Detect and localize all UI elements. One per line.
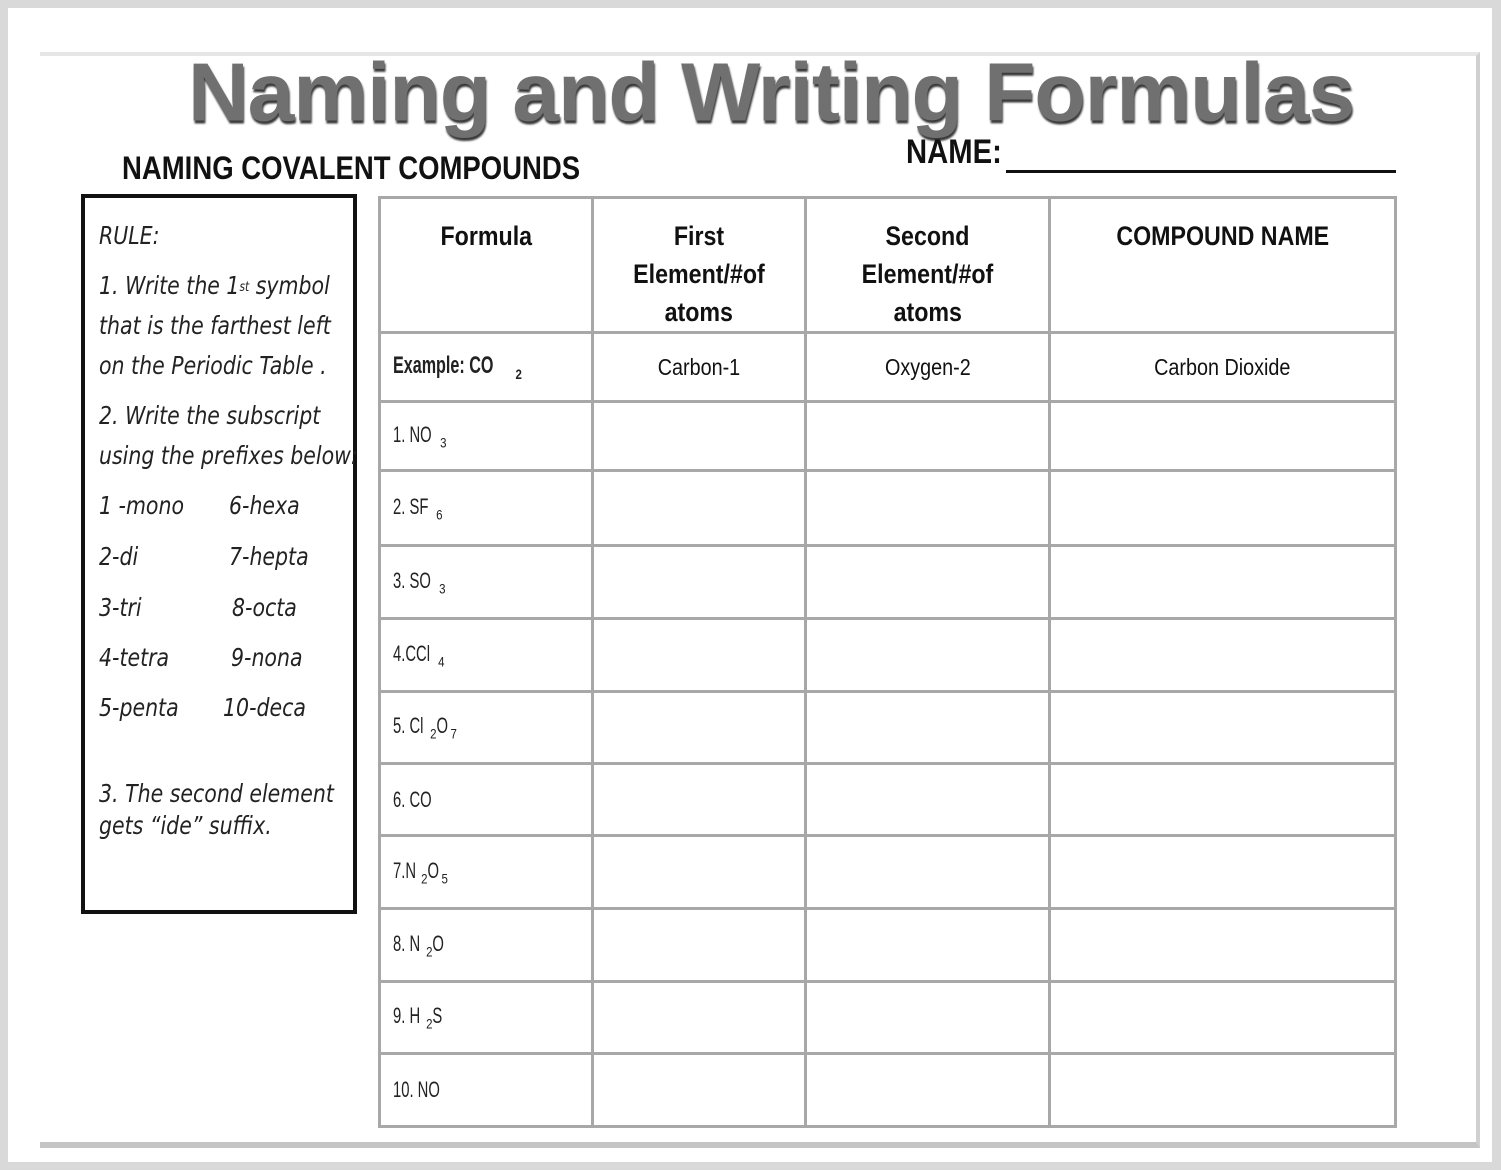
prefix-right: 9-nona bbox=[231, 643, 303, 672]
header-formula: Formula bbox=[380, 198, 593, 333]
rule-1-line-2: that is the farthest left bbox=[99, 311, 331, 340]
rules-box bbox=[81, 194, 357, 914]
formula-cell: 3. SO $_3$ bbox=[380, 546, 593, 619]
table-header-row bbox=[380, 198, 1396, 333]
header-compound-name: COMPOUND NAME bbox=[1050, 198, 1396, 333]
table-row bbox=[380, 1054, 1396, 1127]
compound-name-answer[interactable] bbox=[1050, 1054, 1396, 1127]
prefix-right: 8-octa bbox=[232, 593, 297, 622]
formula-cell: 6. CO bbox=[380, 764, 593, 836]
compound-name-answer[interactable] bbox=[1050, 909, 1396, 982]
table-row bbox=[380, 982, 1396, 1054]
formula-cell: 7.N $_2$O $_5$ bbox=[380, 836, 593, 909]
table-row bbox=[380, 836, 1396, 909]
second-element-answer[interactable] bbox=[806, 1054, 1050, 1127]
compound-name-answer[interactable] bbox=[1050, 402, 1396, 471]
first-element-answer[interactable] bbox=[593, 764, 806, 836]
second-element-answer[interactable] bbox=[806, 692, 1050, 764]
header-second-element: Second Element/#of atoms bbox=[806, 198, 1050, 333]
compound-name-answer[interactable] bbox=[1050, 471, 1396, 546]
prefix-left: 5-penta bbox=[99, 693, 179, 722]
prefix-left: 2-di bbox=[99, 542, 139, 571]
table-row bbox=[380, 764, 1396, 836]
formula-cell: 5. Cl $_2$O $_7$ bbox=[380, 692, 593, 764]
rule-1-line-3: on the Periodic Table . bbox=[99, 351, 327, 380]
formula-cell: 1. NO $_3$ bbox=[380, 402, 593, 471]
second-element-answer[interactable] bbox=[806, 619, 1050, 692]
second-element-answer[interactable] bbox=[806, 982, 1050, 1054]
rule-heading: RULE: bbox=[99, 221, 160, 250]
compound-name-answer[interactable] bbox=[1050, 836, 1396, 909]
table-row bbox=[380, 692, 1396, 764]
compound-name-answer[interactable] bbox=[1050, 619, 1396, 692]
header-first-element: First Element/#of atoms bbox=[593, 198, 806, 333]
example-row bbox=[380, 333, 1396, 402]
example-second-element: Oxygen-2 bbox=[806, 333, 1050, 402]
formulas-table bbox=[378, 196, 1397, 1128]
formula-cell: 9. H $_2$S bbox=[380, 982, 593, 1054]
formula-cell: 8. N $_2$O bbox=[380, 909, 593, 982]
first-element-answer[interactable] bbox=[593, 471, 806, 546]
prefix-left: 4-tetra bbox=[99, 643, 170, 672]
prefix-left: 3-tri bbox=[99, 593, 142, 622]
first-element-answer[interactable] bbox=[593, 402, 806, 471]
second-element-answer[interactable] bbox=[806, 764, 1050, 836]
table-row bbox=[380, 471, 1396, 546]
prefix-right: 6-hexa bbox=[229, 491, 300, 520]
example-first-element: Carbon-1 bbox=[593, 333, 806, 402]
second-element-answer[interactable] bbox=[806, 909, 1050, 982]
first-element-answer[interactable] bbox=[593, 1054, 806, 1127]
table-row bbox=[380, 909, 1396, 982]
compound-name-answer[interactable] bbox=[1050, 546, 1396, 619]
first-element-answer[interactable] bbox=[593, 619, 806, 692]
rule-3-line-1: 3. The second element bbox=[99, 779, 334, 808]
compound-name-answer[interactable] bbox=[1050, 692, 1396, 764]
example-formula: Example: CO $_2$ bbox=[380, 333, 593, 402]
first-element-answer[interactable] bbox=[593, 909, 806, 982]
first-element-answer[interactable] bbox=[593, 546, 806, 619]
compound-name-answer[interactable] bbox=[1050, 982, 1396, 1054]
name-field[interactable] bbox=[1006, 170, 1396, 173]
prefix-left: 1 -mono bbox=[99, 491, 185, 520]
first-element-answer[interactable] bbox=[593, 982, 806, 1054]
page-title: Naming and Writing Formulas bbox=[188, 45, 1355, 139]
formula-cell: 4.CCl $_4$ bbox=[380, 619, 593, 692]
second-element-answer[interactable] bbox=[806, 471, 1050, 546]
formula-cell: 2. SF $_6$ bbox=[380, 471, 593, 546]
second-element-answer[interactable] bbox=[806, 836, 1050, 909]
practice-rows bbox=[380, 402, 1396, 1127]
example-compound-name: Carbon Dioxide bbox=[1050, 333, 1396, 402]
table-row bbox=[380, 619, 1396, 692]
rule-2-line-2: using the prefixes below: bbox=[99, 441, 358, 470]
section-subtitle: NAMING COVALENT COMPOUNDS bbox=[122, 150, 581, 186]
rule-2-line-1: 2. Write the subscript bbox=[99, 401, 321, 430]
first-element-answer[interactable] bbox=[593, 836, 806, 909]
prefix-right: 7-hepta bbox=[229, 542, 309, 571]
second-element-answer[interactable] bbox=[806, 402, 1050, 471]
compound-name-answer[interactable] bbox=[1050, 764, 1396, 836]
second-element-answer[interactable] bbox=[806, 546, 1050, 619]
table-row bbox=[380, 402, 1396, 471]
first-element-answer[interactable] bbox=[593, 692, 806, 764]
table-row bbox=[380, 546, 1396, 619]
name-label: NAME: bbox=[906, 133, 1002, 171]
formula-cell: 10. NO bbox=[380, 1054, 593, 1127]
rule-3-line-2: gets “ide” suffix. bbox=[99, 811, 272, 840]
prefix-right: 10-deca bbox=[223, 693, 306, 722]
rule-1-line-1: 1. Write the 1st symbol bbox=[99, 271, 330, 300]
